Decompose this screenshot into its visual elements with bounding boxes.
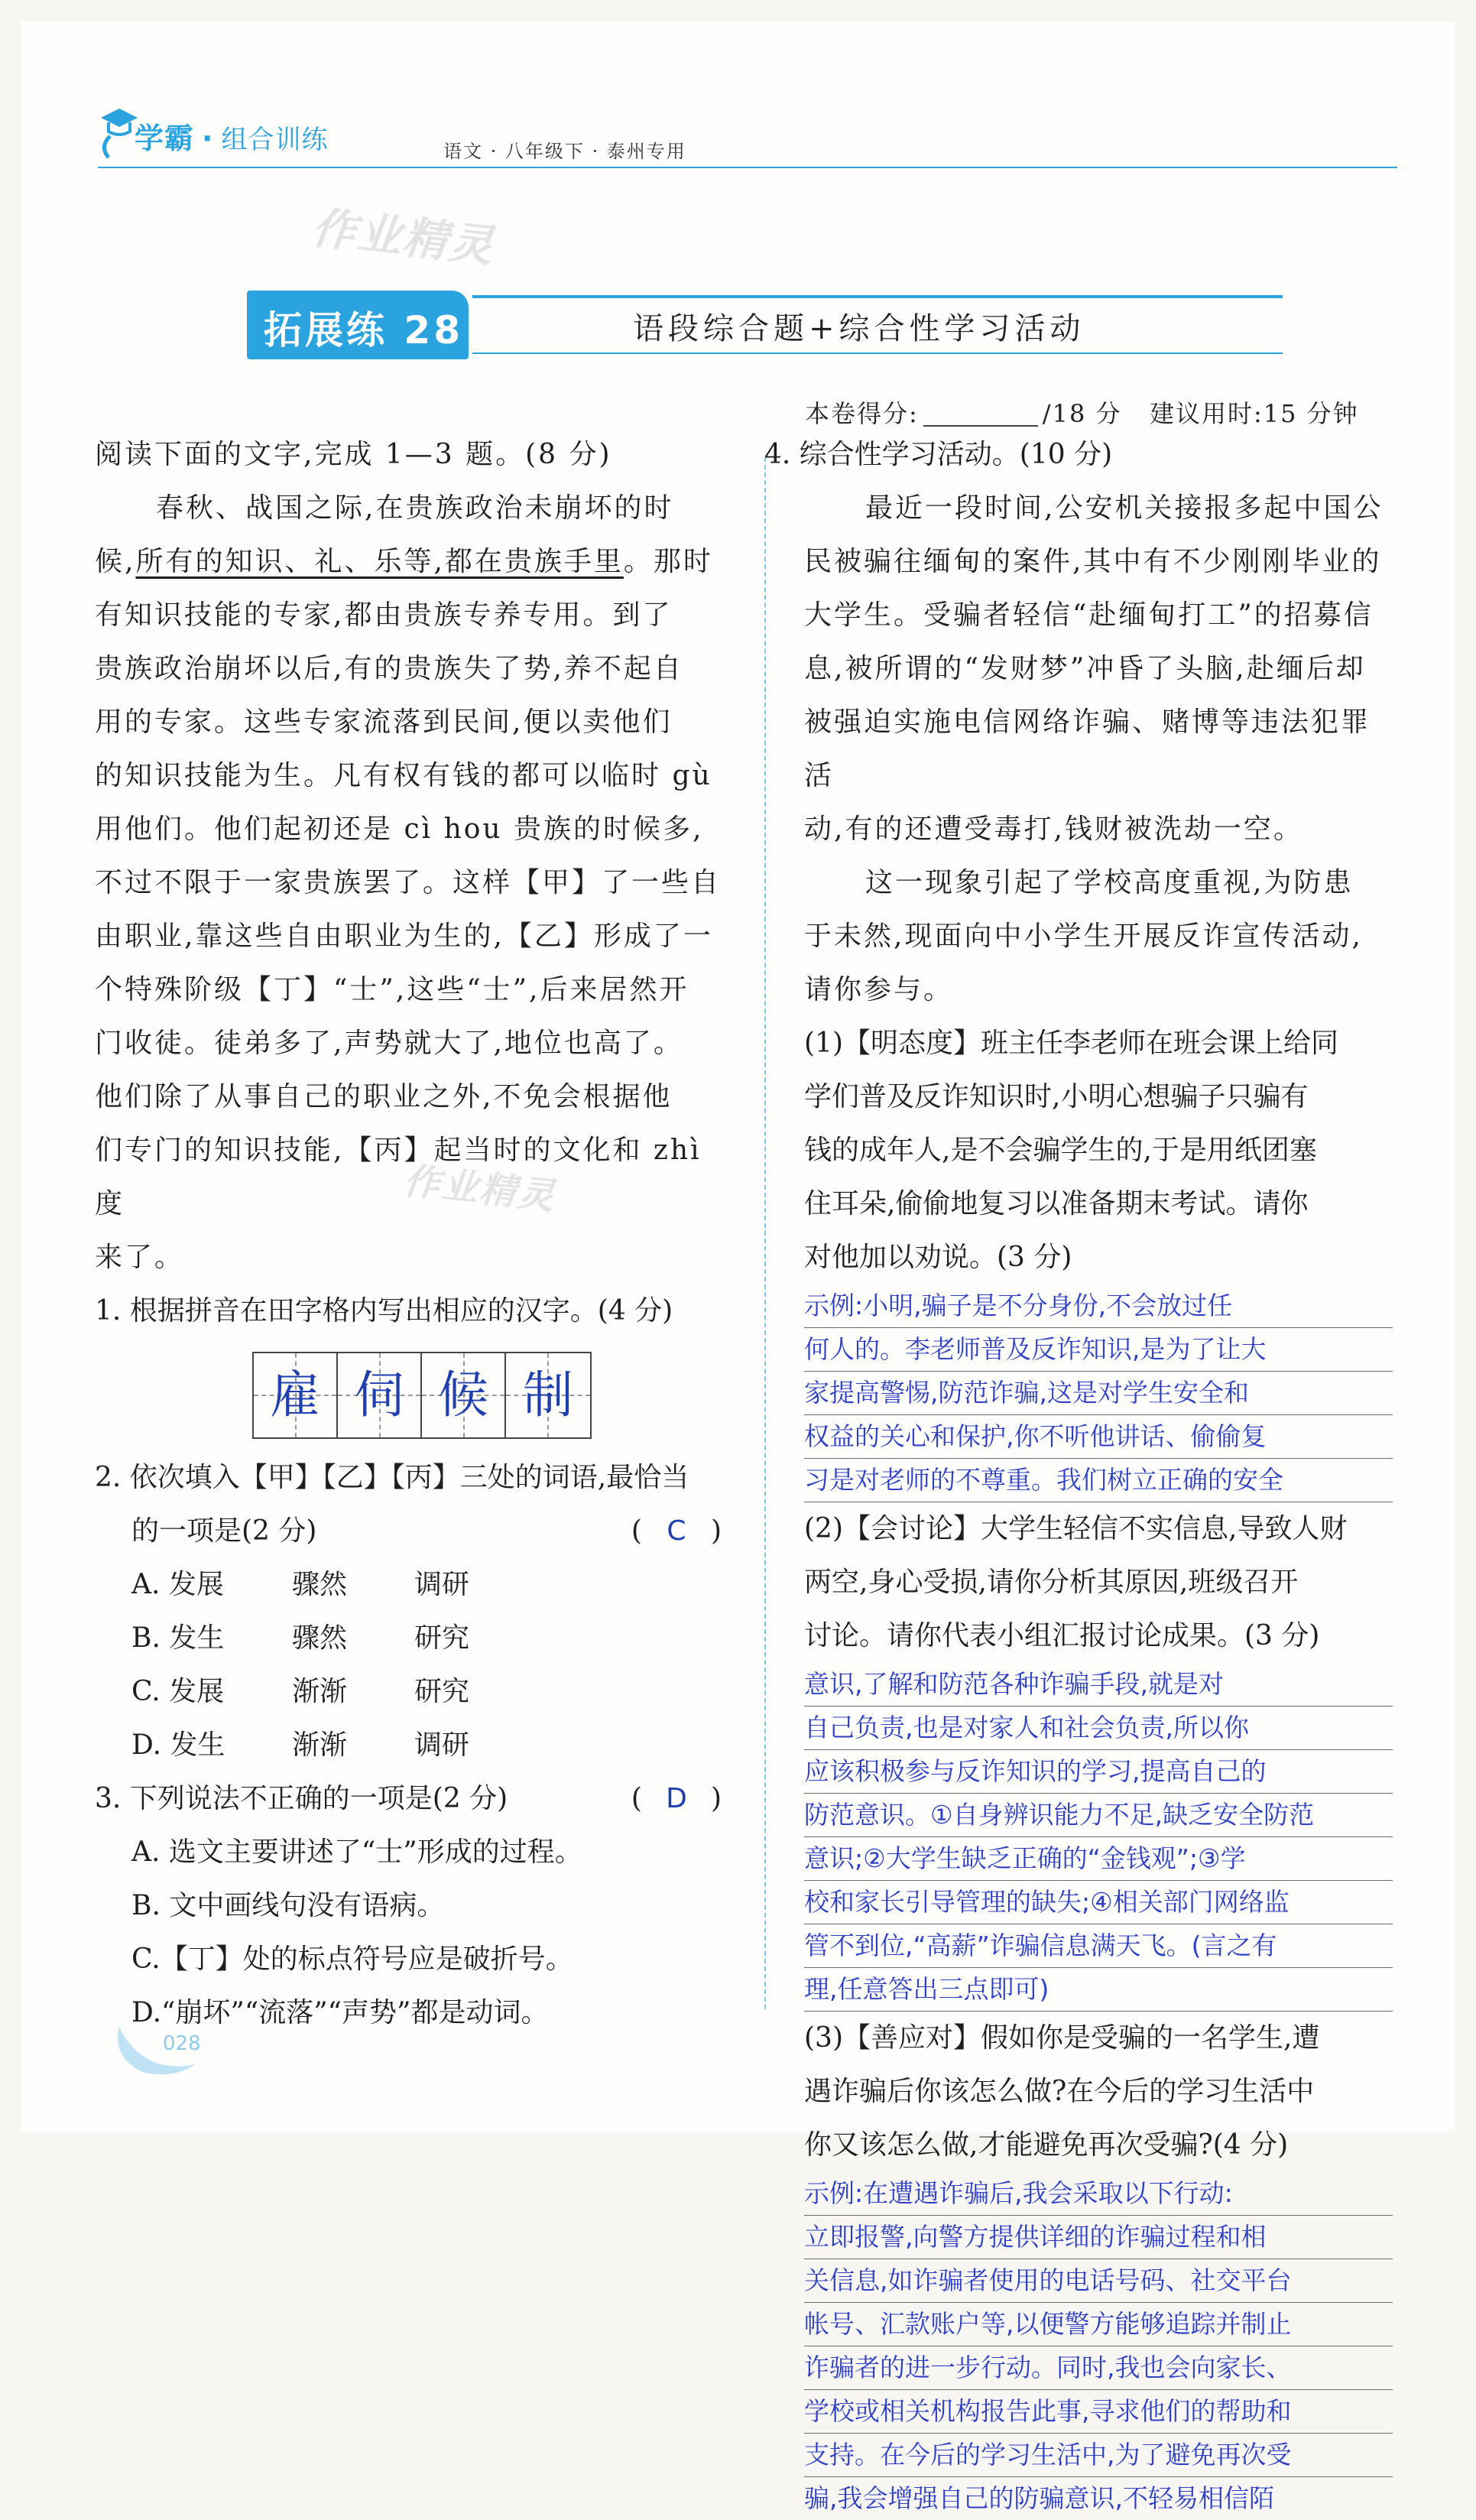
right-column [764,428,1393,2520]
header [84,92,1399,176]
question-2-line2 [95,1505,722,1558]
score-blank[interactable] [923,402,1038,427]
watermark: 作业精灵 [401,1159,558,1219]
option: A. 选文主要讲述了“士”形成的过程。 [131,1836,582,1868]
q4-paragraph-line: 请你参与。 [804,974,954,1005]
q4-paragraph-line: 这一现象引起了学校高度重视,为防患 [865,867,1354,898]
answer-bracket: ( D ) [631,1772,722,1826]
sub-question-1: 住耳朵,偷偷地复习以准备期末考试。请你 [804,1188,1309,1219]
answer-line: 支持。在今后的学习生活中,为了避免再次受 [804,2434,1393,2477]
answer-line: 管不到位,“高薪”诈骗信息满天飞。(言之有 [804,1924,1393,1968]
option-row: A. 发展 骤然 调研 [131,1569,470,1600]
tianzige-cell[interactable] [338,1353,422,1437]
handwritten-answer: 候 [438,1366,488,1424]
passage-line: 春秋、战国之际,在贵族政治未崩坏的时 [156,492,674,524]
question-2-options [131,1558,722,1772]
banner-rule-bottom [472,352,1283,354]
handwritten-answer[interactable]: D [666,1783,687,1814]
q4-paragraph-line: 于未然,现面向中小学生开展反诈宣传活动, [804,921,1363,952]
sub-question-1: (1)【明态度】班主任李老师在班会课上给同 [804,1028,1338,1059]
section-badge-text: 拓展练 28 [264,308,463,352]
tianzige-cell[interactable] [506,1353,590,1437]
q4-paragraph-line: 民被骗往缅甸的案件,其中有不少刚刚毕业的 [804,546,1382,577]
answer-line: 诈骗者的进一步行动。同时,我也会向家长、 [804,2346,1393,2390]
banner-rule-top [472,295,1283,298]
option: C.【丁】处的标点符号应是破折号。 [131,1944,573,1975]
answer-line: 理,任意答出三点即可) [804,1968,1393,2012]
question-2-stem: 的一项是(2 分) [131,1515,317,1547]
sub-question-1: 对他加以劝说。(3 分) [804,1242,1072,1273]
answer-line: 应该积极参与反诈知识的学习,提高自己的 [804,1750,1393,1794]
passage-line: 候, [95,546,136,577]
left-column [95,428,722,2040]
question-2: 2. 依次填入【甲】【乙】【丙】三处的词语,最恰当 [95,1462,689,1493]
score-total: /18 分 [1042,399,1122,428]
handwritten-answer: 制 [523,1366,573,1424]
question-3 [95,1772,722,1826]
q4-paragraph-line: 动,有的还遭受毒打,钱财被洗劫一空。 [804,813,1303,845]
answer-line: 何人的。李老师普及反诈知识,是为了让大 [804,1328,1393,1372]
passage-line: 由职业,靠这些自由职业为生的,【乙】形成了一 [95,921,713,952]
q4-paragraph-line: 大学生。受骗者轻信“赴缅甸打工”的招募信 [804,599,1374,631]
answer-line: 自己负责,也是对家人和社会负责,所以你 [804,1707,1393,1750]
answer-line: 权益的关心和保护,你不听他讲话、偷偷复 [804,1415,1393,1459]
answer-line: 校和家长引导管理的缺失;④相关部门网络监 [804,1881,1393,1924]
passage-line: 用他们。他们起初还是 cì hou 贵族的时候多, [95,813,704,845]
handwritten-answer: 雇 [270,1366,320,1424]
answer-line: 意识,了解和防范各种诈骗手段,就是对 [804,1663,1393,1707]
answer-bracket: ( C ) [631,1505,722,1558]
q4-paragraph-line: 最近一段时间,公安机关接报多起中国公 [865,492,1384,524]
answer-line: 习是对老师的不尊重。我们树立正确的安全 [804,1459,1393,1502]
header-rule [98,167,1397,168]
passage-line: 贵族政治崩坏以后,有的贵族失了势,养不起自 [95,653,683,684]
passage-line: 不过不限于一家贵族罢了。这样【甲】了一些自 [95,867,722,898]
option-row: C. 发展 渐渐 研究 [131,1676,470,1707]
answer-line: 帐号、汇款账户等,以便警方能够追踪并制止 [804,2303,1393,2346]
answer-line: 意识;②大学生缺乏正确的“金钱观”;③学 [804,1837,1393,1881]
option-row: B. 发生 骤然 研究 [131,1622,470,1654]
sub-question-1: 钱的成年人,是不会骗学生的,于是用纸团塞 [804,1135,1317,1166]
answer-area-3[interactable] [804,2172,1393,2520]
sub-question-2: 讨论。请你代表小组汇报讨论成果。(3 分) [804,1620,1320,1651]
passage-line: 用的专家。这些专家流落到民间,便以卖他们 [95,706,673,738]
passage-line: 来了。 [95,1242,185,1273]
option: D.“崩坏”“流落”“声势”都是动词。 [131,1997,549,2028]
sub-question-3: 遇诈骗后你该怎么做?在今后的学习生活中 [804,2076,1315,2107]
handwritten-answer[interactable]: C [667,1515,686,1547]
tianzige-cell[interactable] [422,1353,506,1437]
reading-intro: 阅读下面的文字,完成 1—3 题。(8 分) [95,439,612,470]
score-label: 本卷得分: [805,399,919,428]
sub-question-3: 你又该怎么做,才能避免再次受骗?(4 分) [804,2129,1289,2161]
option: B. 文中画线句没有语病。 [131,1890,445,1921]
answer-area-1[interactable] [804,1284,1393,1502]
answer-area-2[interactable] [804,1663,1393,2012]
underlined-sentence: 所有的知识、礼、乐等,都在贵族手里 [135,546,624,577]
answer-line: 防范意识。①自身辨识能力不足,缺乏安全防范 [804,1794,1393,1837]
question-3-stem: 3. 下列说法不正确的一项是(2 分) [95,1783,508,1814]
sub-question-2: 两空,身心受损,请你分析其原因,班级召开 [804,1567,1299,1598]
passage-line: 有知识技能的专家,都由贵族专养专用。到了 [95,599,673,631]
series-label: 语文 · 八年级下 · 泰州专用 [443,141,686,162]
answer-line: 关信息,如诈骗者使用的电话号码、社交平台 [804,2259,1393,2303]
passage-line: 他们除了从事自己的职业之外,不免会根据他 [95,1081,673,1112]
page-number: 028 [163,2032,201,2055]
time-label: 建议用时:15 分钟 [1150,399,1359,428]
q4-paragraph-line: 息,被所谓的“发财梦”冲昏了头脑,赴缅后却 [804,653,1366,684]
passage-line: 。那时 [623,546,713,577]
question-4: 4. 综合性学习活动。(10 分) [764,439,1113,470]
score-line [805,395,1359,430]
sub-question-2: (2)【会讨论】大学生轻信不实信息,导致人财 [804,1513,1348,1544]
answer-line: 立即报警,向警方提供详细的诈骗过程和相 [804,2216,1393,2259]
passage-line: 们专门的知识技能,【丙】起当时的文化和 zhì 度 [95,1135,702,1219]
answer-line: 家提高警惕,防范诈骗,这是对学生安全和 [804,1372,1393,1415]
answer-line: 示例:在遭遇诈骗后,我会采取以下行动: [804,2172,1393,2216]
brand-title: 学霸 · 组合训练 [135,122,329,155]
passage-line: 个特殊阶级【丁】“士”,这些“士”,后来居然开 [95,974,689,1005]
watermark: 作业精灵 [309,201,498,273]
passage-line: 门收徒。徒弟多了,声势就大了,地位也高了。 [95,1028,683,1059]
passage-line: 的知识技能为生。凡有权有钱的都可以临时 gù [95,760,712,791]
answer-line: 骗,我会增强自己的防骗意识,不轻易相信陌 [804,2483,1274,2513]
section-badge [247,291,469,359]
section-title: 语段综合题+综合性学习活动 [633,311,1085,346]
handwritten-answer: 伺 [354,1366,404,1424]
tianzige-grid [252,1352,592,1439]
sub-question-3: (3)【善应对】假如你是受骗的一名学生,遭 [804,2022,1320,2054]
page [21,21,1455,2513]
sub-question-1: 学们普及反诈知识时,小明心想骗子只骗有 [804,1081,1309,1112]
question-1: 1. 根据拼音在田字格内写出相应的汉字。(4 分) [95,1295,673,1327]
tianzige-cell[interactable] [254,1353,338,1437]
answer-line: 学校或相关机构报告此事,寻求他们的帮助和 [804,2390,1393,2434]
option-row: D. 发生 渐渐 调研 [131,1729,470,1761]
question-3-options [131,1826,722,2040]
answer-line: 示例:小明,骗子是不分身份,不会放过任 [804,1284,1393,1328]
q4-paragraph-line: 被强迫实施电信网络诈骗、赌博等违法犯罪活 [804,706,1371,791]
